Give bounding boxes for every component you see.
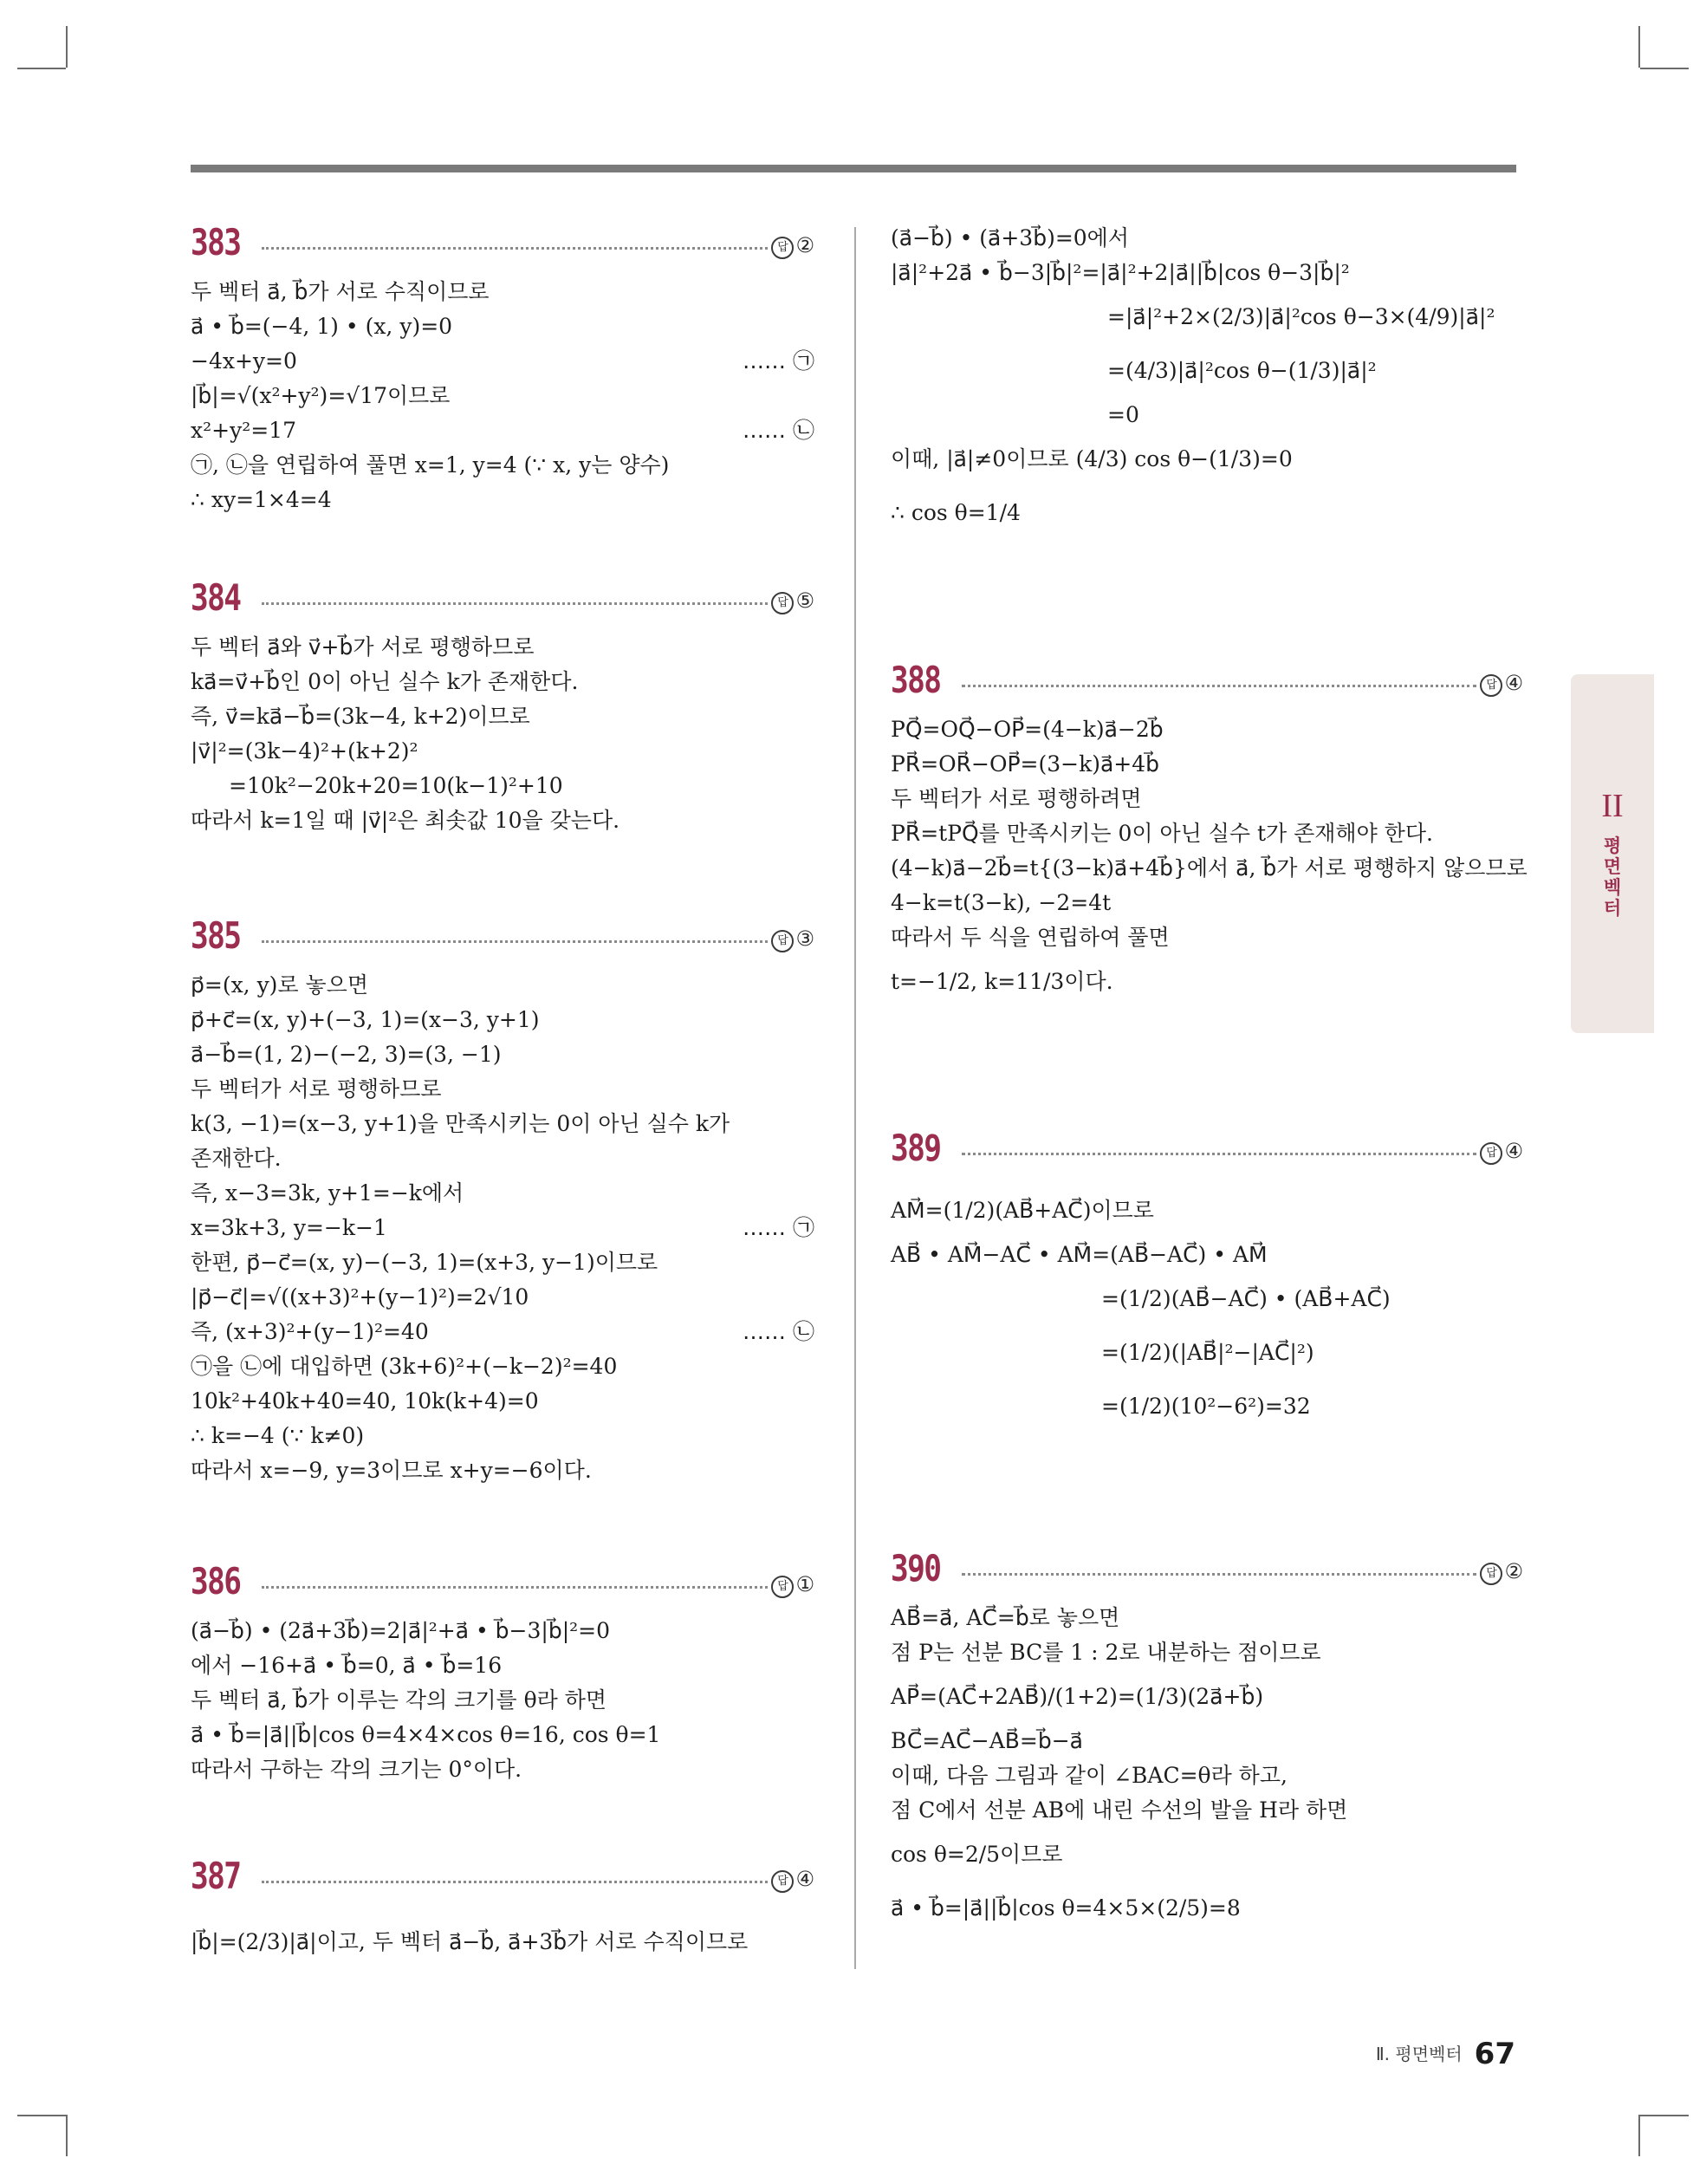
answer-badge bbox=[1480, 1559, 1523, 1585]
crop-mark bbox=[1640, 68, 1689, 69]
solution-line: ∴ cos θ=1/4 bbox=[891, 500, 1021, 525]
solution-line: 이때, |a⃗|≠0이므로 (4/3) cos θ−(1/3)=0 bbox=[891, 446, 1293, 471]
solution-line: (a⃗−b⃗) • (2a⃗+3b⃗)=2|a⃗|²+a⃗ • b⃗−3|b⃗|²=0 bbox=[191, 1618, 610, 1643]
solution-line: 4−k=t(3−k), −2=4t bbox=[891, 890, 1112, 915]
answer-mark-icon: 답 bbox=[1480, 1563, 1502, 1585]
leader-dots bbox=[262, 940, 768, 943]
problem-387 bbox=[191, 1855, 814, 1969]
leader-dots bbox=[262, 247, 768, 250]
problem-header bbox=[191, 221, 814, 270]
solution-line: 따라서 구하는 각의 크기는 0°이다. bbox=[191, 1757, 522, 1782]
problem-number: 386 bbox=[191, 1560, 241, 1602]
solution-line: p⃗+c⃗=(x, y)+(−3, 1)=(x−3, y+1) bbox=[191, 1007, 540, 1032]
answer-choice: ③ bbox=[795, 926, 814, 951]
answer-choice: ⑤ bbox=[795, 588, 814, 613]
solution-line: 따라서 k=1일 때 |v⃗|²은 최솟값 10을 갖는다. bbox=[191, 808, 620, 833]
solution-line: 한편, p⃗−c⃗=(x, y)−(−3, 1)=(x+3, y−1)이므로 bbox=[191, 1250, 658, 1275]
answer-mark-icon: 답 bbox=[1480, 674, 1502, 697]
solution-line: 10k²+40k+40=40, 10k(k+4)=0 bbox=[191, 1388, 539, 1414]
solution-line: =(1/2)(AB⃗−AC⃗) • (AB⃗+AC⃗) bbox=[1101, 1286, 1391, 1311]
problem-header bbox=[891, 1547, 1523, 1596]
answer-badge bbox=[771, 1867, 814, 1893]
leader-dots bbox=[262, 602, 768, 605]
answer-mark-icon: 답 bbox=[771, 1576, 794, 1598]
solution-line: |b⃗|=(2/3)|a⃗|이고, 두 벡터 a⃗−b⃗, a⃗+3b⃗가 서로 수직이므로 bbox=[191, 1929, 749, 1954]
solution-line: AB⃗ • AM⃗−AC⃗ • AM⃗=(AB⃗−AC⃗) • AM⃗ bbox=[891, 1242, 1268, 1267]
solution-line bbox=[191, 413, 814, 448]
solution-body bbox=[191, 1915, 814, 1969]
crop-mark bbox=[1640, 2115, 1689, 2116]
solution-line: 두 벡터 a⃗와 v⃗+b⃗가 서로 평행하므로 bbox=[191, 634, 535, 660]
solution-body bbox=[891, 1184, 1523, 1433]
solution-line: ㉠을 ㉡에 대입하면 (3k+6)²+(−k−2)²=40 bbox=[191, 1354, 618, 1379]
answer-mark-icon: 답 bbox=[771, 930, 794, 952]
problem-387-continued bbox=[891, 221, 1523, 540]
answer-choice: ① bbox=[795, 1572, 814, 1596]
answer-badge bbox=[771, 1572, 814, 1598]
chapter-side-tab bbox=[1571, 674, 1654, 1033]
equation-tag: …… ㉠ bbox=[743, 1215, 814, 1240]
answer-badge bbox=[1480, 1139, 1523, 1165]
problem-385 bbox=[191, 914, 814, 1488]
equation-tag: …… ㉡ bbox=[743, 418, 814, 443]
solution-line: 두 벡터 a⃗, b⃗가 이루는 각의 크기를 θ라 하면 bbox=[191, 1687, 607, 1713]
solution-line: 따라서 x=−9, y=3이므로 x+y=−6이다. bbox=[191, 1458, 592, 1483]
problem-390 bbox=[891, 1547, 1523, 1935]
solution-line: =(1/2)(10²−6²)=32 bbox=[1101, 1394, 1311, 1419]
solution-line: PR⃗=tPQ⃗를 만족시키는 0이 아닌 실수 t가 존재해야 한다. bbox=[891, 821, 1433, 846]
problem-number: 387 bbox=[191, 1855, 241, 1897]
crop-mark bbox=[17, 2115, 66, 2116]
problem-number: 389 bbox=[891, 1127, 941, 1169]
solution-line: a⃗−b⃗=(1, 2)−(−2, 3)=(3, −1) bbox=[191, 1042, 502, 1067]
answer-badge bbox=[1480, 671, 1523, 697]
problem-number: 390 bbox=[891, 1547, 941, 1589]
solution-line: 따라서 두 식을 연립하여 풀면 bbox=[891, 925, 1170, 950]
problem-number: 383 bbox=[191, 221, 241, 263]
equation: x²+y²=17 bbox=[191, 418, 296, 443]
problem-header bbox=[191, 1560, 814, 1609]
crop-mark bbox=[66, 2115, 68, 2156]
solution-line: 점 P는 선분 BC를 1 : 2로 내분하는 점이므로 bbox=[891, 1640, 1321, 1665]
solution-line: (4−k)a⃗−2b⃗=t{(3−k)a⃗+4b⃗}에서 a⃗, b⃗가 서로 평행하지 않으므로 bbox=[891, 855, 1528, 881]
solution-line: ∴ k=−4 (∵ k≠0) bbox=[191, 1423, 365, 1448]
problem-header bbox=[191, 1855, 814, 1903]
leader-dots bbox=[262, 1881, 768, 1883]
answer-choice: ④ bbox=[1504, 1139, 1523, 1163]
solution-line: a⃗ • b⃗=|a⃗||b⃗|cos θ=4×4×cos θ=16, cos θ=1 bbox=[191, 1722, 661, 1747]
answer-choice: ② bbox=[795, 233, 814, 257]
solution-line: t=−1/2, k=11/3이다. bbox=[891, 969, 1113, 994]
solution-body bbox=[891, 1601, 1523, 1935]
solution-line: 점 C에서 선분 AB에 내린 수선의 발을 H라 하면 bbox=[891, 1797, 1348, 1823]
problem-388 bbox=[891, 659, 1528, 1009]
problem-383 bbox=[191, 221, 814, 517]
solution-body bbox=[191, 968, 814, 1488]
page-footer bbox=[1376, 2037, 1515, 2071]
solution-line: BC⃗=AC⃗−AB⃗=b⃗−a⃗ bbox=[891, 1728, 1083, 1753]
leader-dots bbox=[962, 1573, 1476, 1576]
solution-line: 두 벡터 a⃗, b⃗가 서로 수직이므로 bbox=[191, 279, 490, 304]
chapter-roman-numeral: II bbox=[1601, 788, 1624, 824]
problem-number: 385 bbox=[191, 914, 241, 957]
solution-line: PR⃗=OR⃗−OP⃗=(3−k)a⃗+4b⃗ bbox=[891, 751, 1160, 777]
problem-386 bbox=[191, 1560, 814, 1787]
problem-header bbox=[191, 914, 814, 963]
solution-line: 즉, v⃗=ka⃗−b⃗=(3k−4, k+2)이므로 bbox=[191, 704, 530, 729]
solution-line: |a⃗|²+2a⃗ • b⃗−3|b⃗|²=|a⃗|²+2|a⃗||b⃗|cos θ−3|b⃗|² bbox=[891, 260, 1350, 285]
equation: −4x+y=0 bbox=[191, 348, 297, 374]
solution-line: 에서 −16+a⃗ • b⃗=0, a⃗ • b⃗=16 bbox=[191, 1653, 503, 1678]
solution-line: =|a⃗|²+2×(2/3)|a⃗|²cos θ−3×(4/9)|a⃗|² bbox=[1107, 304, 1495, 329]
column-divider bbox=[854, 227, 856, 1969]
crop-mark bbox=[17, 68, 66, 69]
problem-384 bbox=[191, 576, 814, 838]
equation: x=3k+3, y=−k−1 bbox=[191, 1215, 387, 1240]
solution-body bbox=[891, 712, 1528, 1009]
problem-389 bbox=[891, 1127, 1523, 1433]
equation-tag: …… ㉠ bbox=[743, 348, 814, 374]
solution-line: 이때, 다음 그림과 같이 ∠BAC=θ라 하고, bbox=[891, 1763, 1288, 1788]
answer-choice: ④ bbox=[795, 1867, 814, 1891]
problem-number: 384 bbox=[191, 576, 241, 619]
solution-line: AM⃗=(1/2)(AB⃗+AC⃗)이므로 bbox=[891, 1198, 1154, 1223]
crop-mark bbox=[1638, 2115, 1640, 2156]
answer-badge bbox=[771, 926, 814, 952]
problem-number: 388 bbox=[891, 659, 941, 701]
solution-body bbox=[191, 275, 814, 517]
solution-line: ㉠, ㉡을 연립하여 풀면 x=1, y=4 (∵ x, y는 양수) bbox=[191, 452, 670, 478]
footer-chapter-title: Ⅱ. 평면벡터 bbox=[1375, 2044, 1463, 2064]
solution-body bbox=[891, 221, 1523, 540]
page-number: 67 bbox=[1474, 2037, 1515, 2071]
solution-line: 두 벡터가 서로 평행하려면 bbox=[891, 786, 1142, 811]
chapter-side-title: 평면벡터 bbox=[1603, 835, 1622, 919]
answer-choice: ④ bbox=[1504, 671, 1523, 695]
solution-line: =0 bbox=[1107, 402, 1139, 427]
solution-line: a⃗ • b⃗=(−4, 1) • (x, y)=0 bbox=[191, 314, 453, 339]
answer-badge bbox=[771, 588, 814, 614]
problem-header bbox=[891, 659, 1523, 707]
solution-body bbox=[191, 1614, 814, 1787]
answer-mark-icon: 답 bbox=[771, 1870, 794, 1893]
solution-line: 즉, x−3=3k, y+1=−k에서 bbox=[191, 1180, 464, 1206]
solution-line bbox=[191, 1211, 814, 1245]
solution-line: (a⃗−b⃗) • (a⃗+3b⃗)=0에서 bbox=[891, 225, 1129, 250]
leader-dots bbox=[962, 1153, 1476, 1155]
header-rule bbox=[191, 165, 1516, 172]
solution-line: ka⃗=v⃗+b⃗인 0이 아닌 실수 k가 존재한다. bbox=[191, 669, 579, 694]
solution-line bbox=[191, 344, 814, 379]
solution-line: 존재한다. bbox=[191, 1146, 282, 1171]
leader-dots bbox=[262, 1586, 768, 1589]
solution-line: |v⃗|²=(3k−4)²+(k+2)² bbox=[191, 738, 418, 764]
answer-mark-icon: 답 bbox=[771, 592, 794, 614]
solution-line: AB⃗=a⃗, AC⃗=b⃗로 놓으면 bbox=[891, 1605, 1120, 1630]
solution-line: p⃗=(x, y)로 놓으면 bbox=[191, 972, 368, 998]
solution-line: |p⃗−c⃗|=√((x+3)²+(y−1)²)=2√10 bbox=[191, 1284, 529, 1310]
solution-line: cos θ=2/5이므로 bbox=[891, 1842, 1063, 1867]
solution-line: ∴ xy=1×4=4 bbox=[191, 487, 332, 512]
crop-mark bbox=[1638, 26, 1640, 68]
answer-mark-icon: 답 bbox=[771, 237, 794, 259]
crop-mark bbox=[66, 26, 68, 68]
solution-line: =(4/3)|a⃗|²cos θ−(1/3)|a⃗|² bbox=[1107, 358, 1377, 383]
answer-mark-icon: 답 bbox=[1480, 1142, 1502, 1165]
solution-line: k(3, −1)=(x−3, y+1)을 만족시키는 0이 아닌 실수 k가 bbox=[191, 1111, 730, 1136]
solution-line: PQ⃗=OQ⃗−OP⃗=(4−k)a⃗−2b⃗ bbox=[891, 717, 1164, 742]
leader-dots bbox=[962, 685, 1476, 687]
equation: 즉, (x+3)²+(y−1)²=40 bbox=[191, 1319, 429, 1344]
solution-line: =(1/2)(|AB⃗|²−|AC⃗|²) bbox=[1101, 1340, 1314, 1365]
solution-line: a⃗ • b⃗=|a⃗||b⃗|cos θ=4×5×(2/5)=8 bbox=[891, 1895, 1241, 1921]
answer-badge bbox=[771, 233, 814, 259]
solution-line: =10k²−20k+20=10(k−1)²+10 bbox=[229, 773, 563, 798]
problem-header bbox=[191, 576, 814, 625]
answer-choice: ② bbox=[1504, 1559, 1523, 1583]
solution-line: |b⃗|=√(x²+y²)=√17이므로 bbox=[191, 383, 451, 408]
problem-header bbox=[891, 1127, 1523, 1175]
solution-line: 두 벡터가 서로 평행하므로 bbox=[191, 1076, 442, 1102]
solution-line: AP⃗=(AC⃗+2AB⃗)/(1+2)=(1/3)(2a⃗+b⃗) bbox=[891, 1684, 1264, 1709]
equation-tag: …… ㉡ bbox=[743, 1319, 814, 1344]
solution-body bbox=[191, 630, 814, 838]
solution-line bbox=[191, 1315, 814, 1349]
